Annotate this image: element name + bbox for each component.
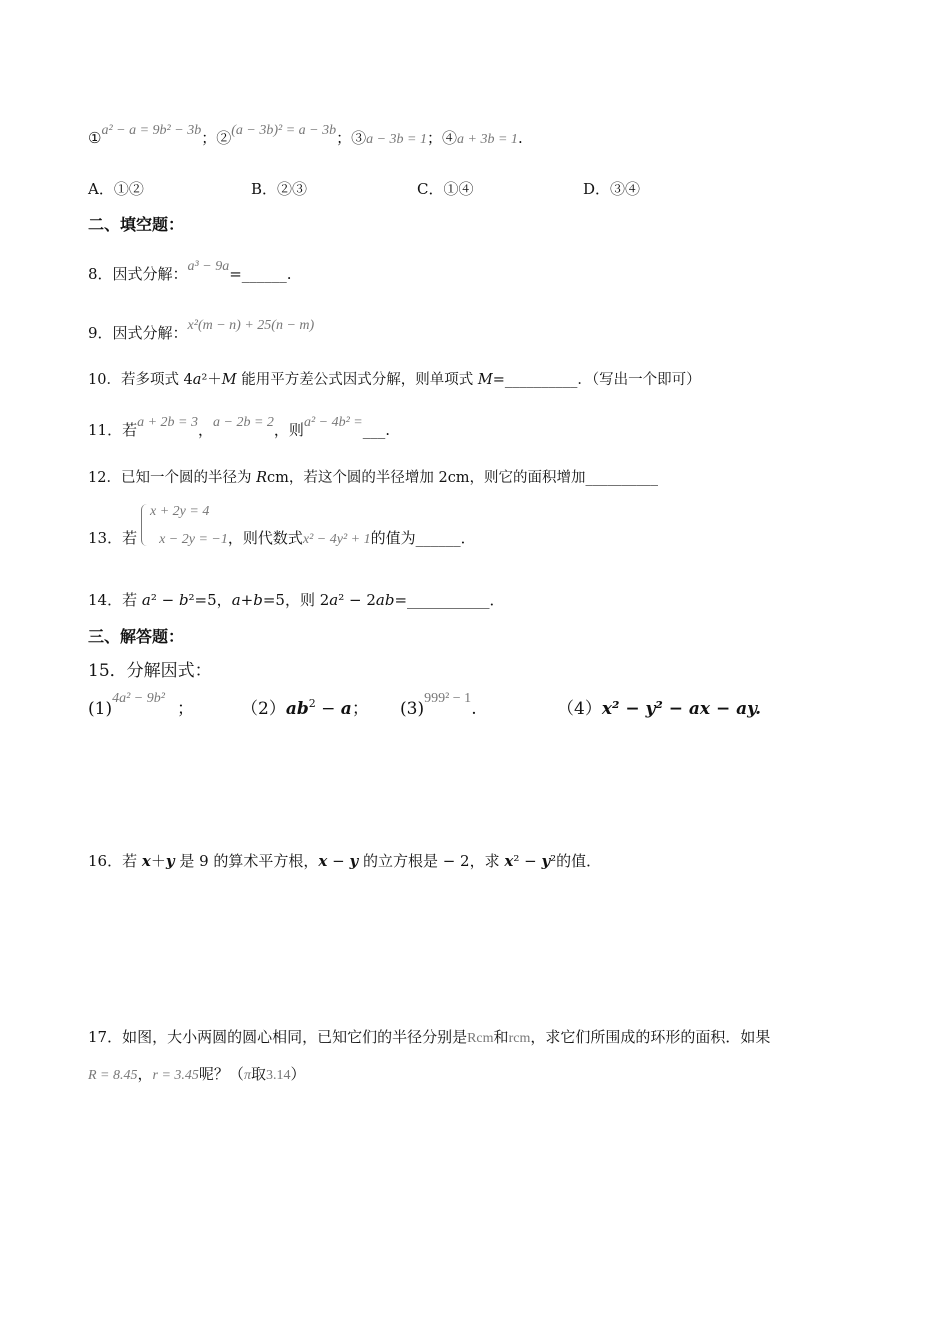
- q15-expr-1: 4a² − 9b²: [112, 691, 165, 706]
- q7-option-b: B．②③: [251, 180, 308, 198]
- q15-part-1: $(1)^{4a^2 - 9b^2}$；: [88, 691, 194, 719]
- question-17-line-2: R = 8.45，r = 3.45呢？（π取3.14）: [88, 1065, 306, 1083]
- question-12: 12．已知一个圆的半径为 Rcm，若这个圆的半径增加 2cm，则它的面积增加__________: [88, 470, 659, 486]
- question-9: 9．因式分解：x²(m − n) + 25(n − m): [88, 318, 315, 342]
- q7-expr-2: (a − 3b)² = a − 3b: [231, 123, 337, 138]
- q13-expr: x² − 4y² + 1: [302, 532, 371, 547]
- q15-expr-4: x² − y² − ax − ay.: [601, 699, 761, 719]
- question-10: 10．若多项式 4a²＋M 能用平方差公式因式分解，则单项式 M=__________．（写出一个即可）: [88, 372, 701, 388]
- q7-statements: ①a² − a = 9b² − 3b；②(a − 3b)² = a − 3b；③a − 3b = 1；④a + 3b = 1.: [88, 123, 523, 147]
- question-14: 14．若 a² − b²=5，a+b=5，则 2a² − 2ab=___________．: [88, 591, 505, 609]
- q7-expr-3: a − 3b = 1: [366, 132, 428, 147]
- q9-expr: x²(m − n) + 25(n − m): [187, 318, 315, 333]
- section-heading-fill-in: 二、填空题：: [88, 215, 185, 234]
- q15-part-2: $(2)ab^2 - a$；: [241, 697, 369, 719]
- question-16: 16．若 x＋y 是 9 的算术平方根，x − y 的立方根是 − 2，求 x² − y²的值．: [88, 852, 602, 870]
- question-15-title: 15．分解因式：: [88, 661, 212, 681]
- q7-option-a: A．①②: [88, 180, 144, 198]
- q11-expr-3: a² − 4b² =: [303, 415, 363, 430]
- question-13: 13．若 x − 2y = −1，则代数式x² − 4y² + 1的值为______．: [88, 529, 476, 547]
- question-11: 11．若a + 2b = 3，a − 2b = 2，则a² − 4b² =___.: [88, 415, 391, 439]
- q15-expr-3: 999² − 1: [424, 691, 472, 706]
- question-17-line-1: 17．如图，大小两圆的圆心相同，已知它们的半径分别是Rcm和rcm，求它们所围成的环形的面积．如果: [88, 1028, 771, 1046]
- q7-expr-4: a + 3b = 1: [457, 132, 518, 147]
- q7-option-c: C．①④: [417, 180, 474, 198]
- q7-expr-1: a² − a = 9b² − 3b: [101, 123, 202, 138]
- q8-expr: a³ − 9a: [187, 259, 230, 274]
- q11-expr-2: a − 2b = 2: [213, 415, 274, 430]
- section-heading-solve: 三、解答题：: [88, 627, 185, 646]
- q15-part-3: $(3)^{999^2 - 1}$.: [400, 691, 477, 719]
- q13-equation-1: x + 2y = 4: [150, 504, 210, 519]
- q11-expr-1: a + 2b = 3: [137, 415, 198, 430]
- q7-option-d: D．③④: [583, 180, 641, 198]
- q13-equation-2: x − 2y = −1: [159, 532, 228, 547]
- question-8: 8．因式分解：a³ − 9a=______.: [88, 259, 292, 283]
- q15-part-4: （4）x² − y² − ax − ay.: [557, 699, 761, 719]
